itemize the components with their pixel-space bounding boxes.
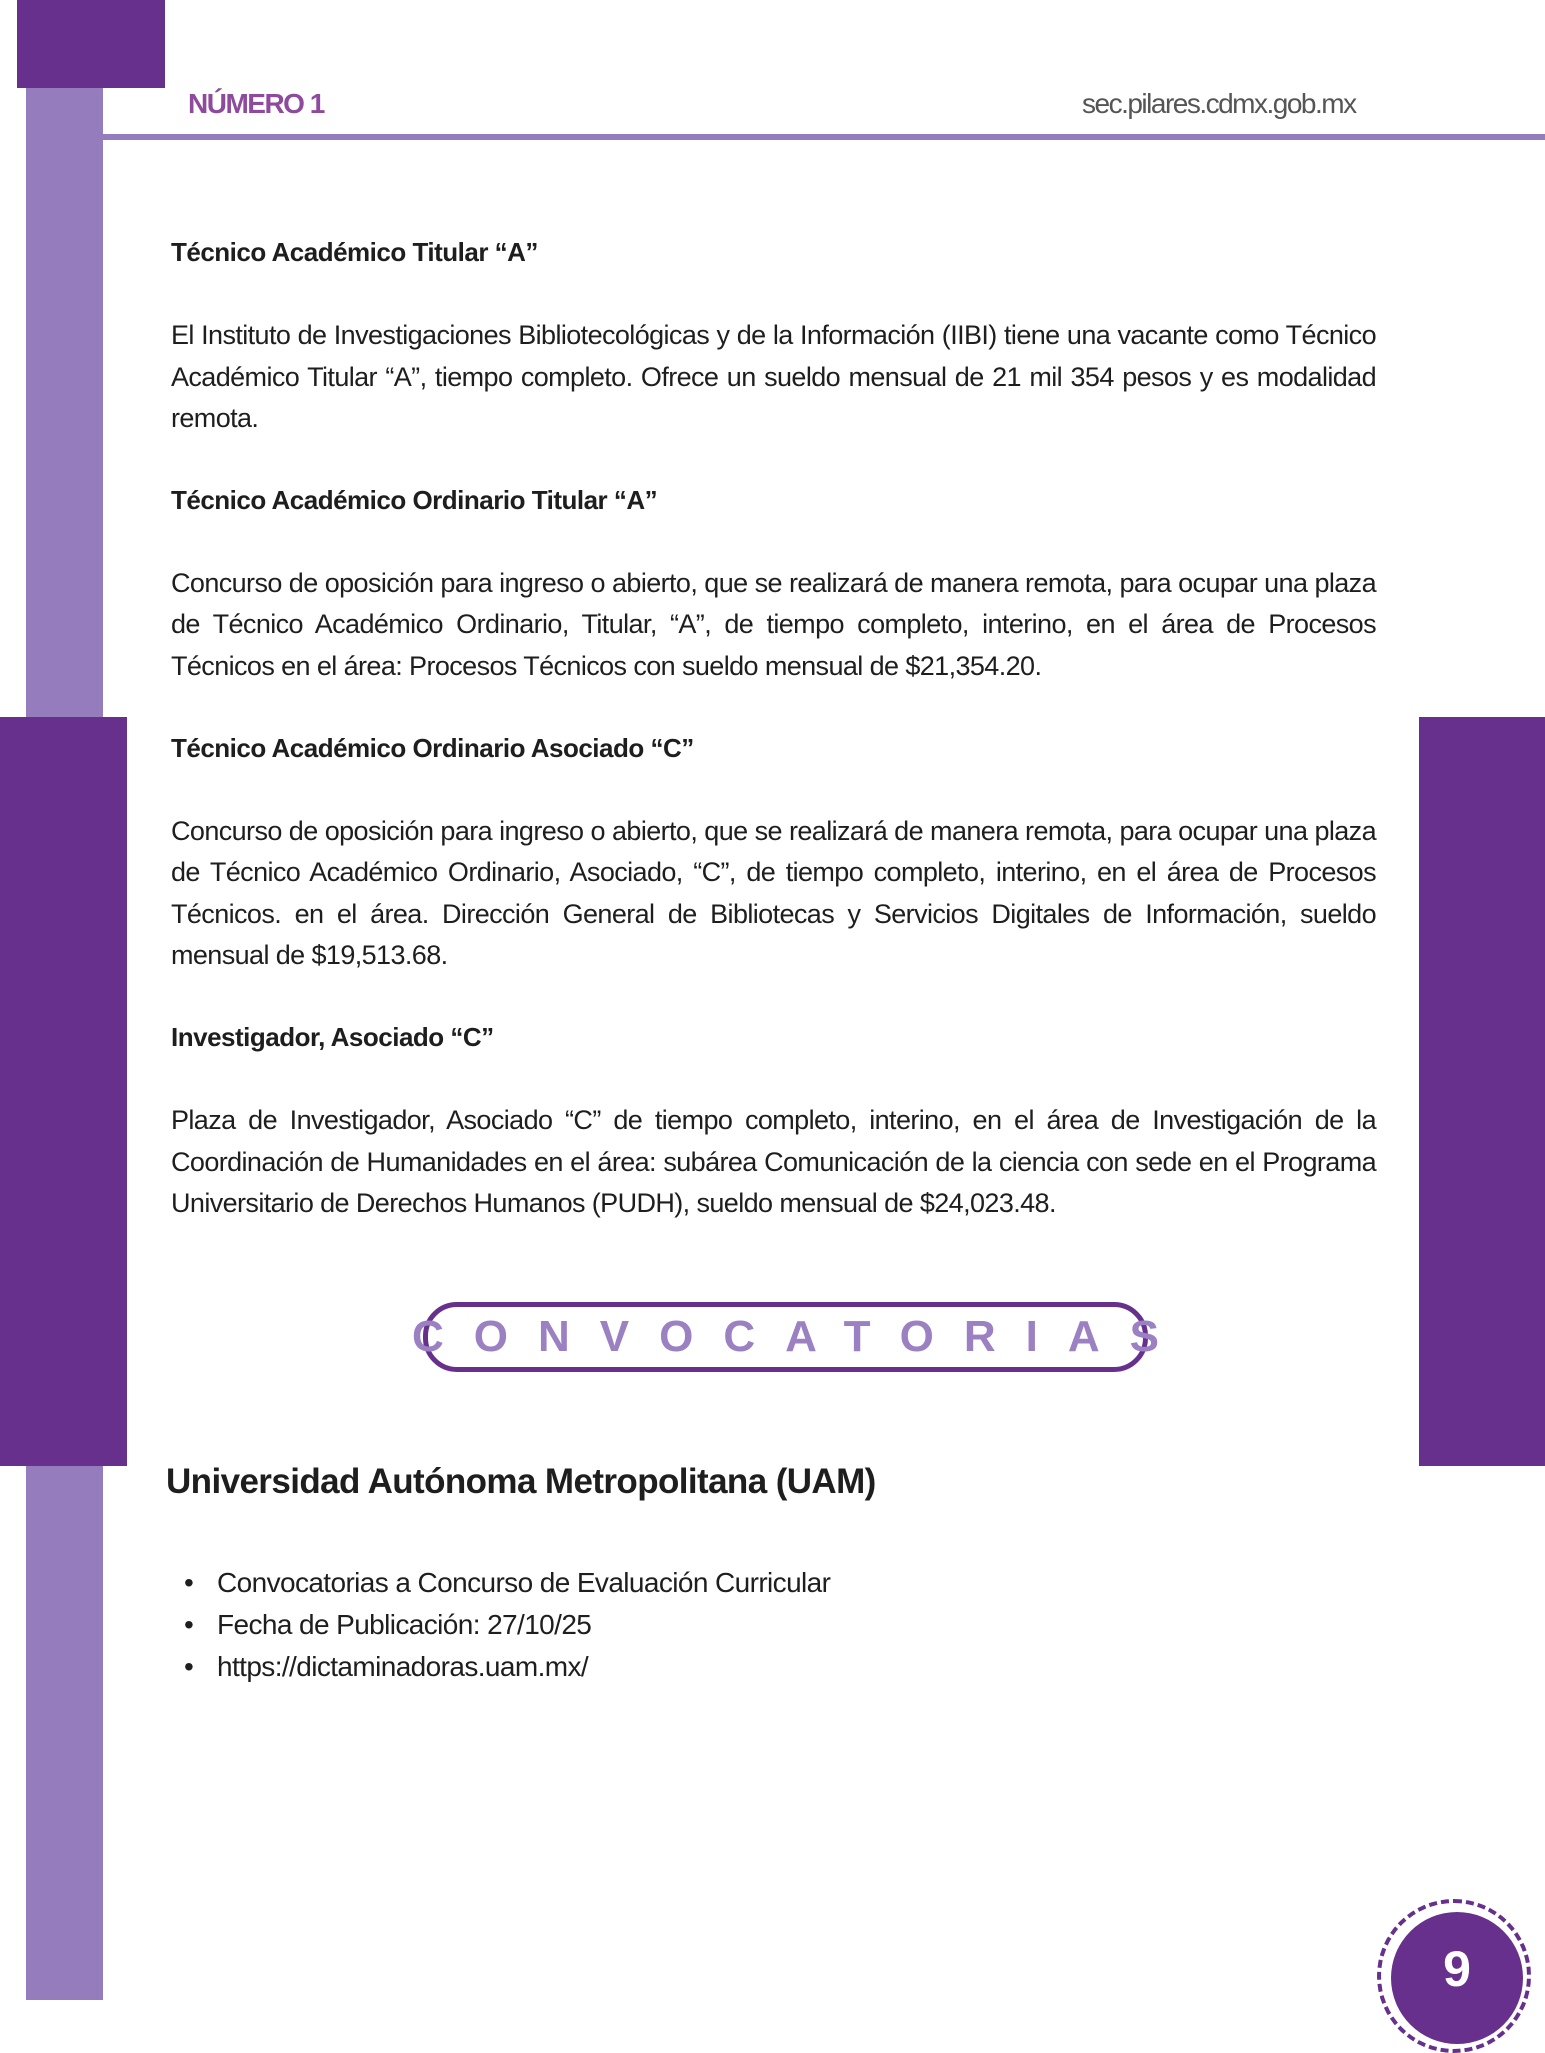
top-left-decorative-block: [17, 0, 165, 88]
job-entry: [171, 232, 1376, 440]
job-title: Investigador, Asociado “C”: [171, 1021, 494, 1052]
job-title: Técnico Académico Ordinario Titular “A”: [171, 484, 658, 515]
section-heading-pill: [411, 1302, 1190, 1372]
job-description: Concurso de oposición para ingreso o abierto, que se realizará de manera remota, para ocupar una plaza de Técnico Académico Ordinario, Titular, “A”, de tiempo completo, interino, en el área de Procesos Técnicos en el área: Procesos Técnicos con sueldo mensual de $21,354.20.: [171, 567, 1376, 681]
bullet-icon: •: [184, 1567, 194, 1598]
list-item-text: Convocatorias a Concurso de Evaluación Curricular: [217, 1567, 831, 1598]
list-item: [176, 1604, 830, 1646]
job-title: Técnico Académico Ordinario Asociado “C”: [171, 732, 694, 763]
job-listings: [171, 232, 1376, 1265]
job-description: El Instituto de Investigaciones Bibliotecológicas y de la Información (IIBI) tiene una vacante como Técnico Académico Titular “A”, tiempo completo. Ofrece un sueldo mensual de 21 mil 354 pesos y es modalidad remota.: [171, 320, 1376, 434]
bullet-icon: •: [184, 1651, 194, 1682]
job-entry: [171, 728, 1376, 977]
job-description: Plaza de Investigador, Asociado “C” de tiempo completo, interino, en el área de Investigación de la Coordinación de Humanidades en el área: subárea Comunicación de la ciencia con sede en el Programa Universitario de Derechos Humanos (PUDH), sueldo mensual de $24,023.48.: [171, 1104, 1376, 1219]
organization-title: Universidad Autónoma Metropolitana (UAM): [166, 1462, 876, 1501]
page-number-badge: [1391, 1912, 1523, 2044]
left-side-decorative-block: [0, 717, 127, 1466]
organization-info-list: [176, 1562, 830, 1688]
bullet-icon: •: [184, 1609, 194, 1640]
right-side-decorative-block: [1419, 717, 1545, 1466]
list-item: [176, 1562, 830, 1604]
job-entry: [171, 1017, 1376, 1225]
header-divider-line: [103, 134, 1545, 140]
list-item-text: Fecha de Publicación: 27/10/25: [217, 1609, 592, 1640]
issue-number-label: NÚMERO 1: [188, 88, 324, 119]
list-item: [176, 1646, 830, 1688]
job-title: Técnico Académico Titular “A”: [171, 237, 538, 267]
section-heading-label: CONVOCATORIAS: [411, 1312, 1190, 1361]
page-number: 9: [1443, 1941, 1471, 1997]
job-description: Concurso de oposición para ingreso o abierto, que se realizará de manera remota, para ocupar una plaza de Técnico Académico Ordinario, Asociado, “C”, de tiempo completo, interino, en el área de Procesos Técnicos. en el área. Dirección General de Bibliotecas y Servicios Digitales de Información, sueldo mensual de $19,513.68.: [171, 815, 1376, 971]
job-entry: [171, 480, 1376, 688]
site-url: sec.pilares.cdmx.gob.mx: [1082, 88, 1356, 119]
organization-link[interactable]: https://dictaminadoras.uam.mx/: [217, 1651, 589, 1682]
